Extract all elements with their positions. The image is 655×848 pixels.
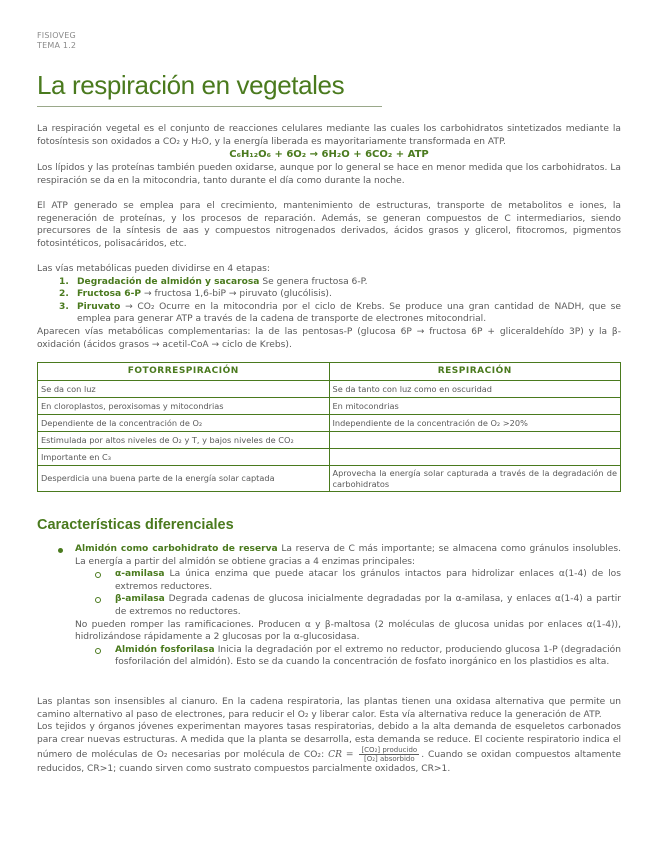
features-section [37, 543, 621, 669]
topic-label: TEMA 1.2 [37, 41, 77, 50]
intro-paragraph-2: Los lípidos y las proteínas también pueden oxidarse, aunque por lo general se hace en menor medida que los carbohidratos. La respiración se da en la mitocondria, tanto durante el día como durante la noche. [37, 163, 621, 186]
table-row [38, 381, 621, 398]
table-cell: Se da con luz [38, 381, 330, 398]
formula-lhs: CR = [328, 750, 354, 761]
circle-bullet-icon [95, 572, 101, 578]
table-row [38, 466, 621, 492]
table-cell: En mitocondrias [329, 398, 621, 415]
respiratory-quotient-paragraph: Los tejidos y órganos jóvenes experimentan mayores tasas respiratorias, debido a la alta demanda de esqueletos carbonados para crear nuevas estructuras. A medida que la planta se desarrolla, esta demanda se reduce. El cociente respiratorio indica el número de moléculas de O₂ necesarias por molécula de CO₂: CR = $\frac{\text{[CO₂] producido}}{\text{[O₂] absorbido}}$ . Cuando se oxidan compuestos altamente reducidos, CR>1; cuando sirven como sustrato compuestos parcialmente oxidados, CR>1. [37, 722, 621, 775]
stages-intro: Las vías metabólicas pueden dividirse en 4 etapas: [37, 263, 270, 274]
comparison-table [37, 362, 621, 492]
table-cell: Estimulada por altos niveles de O₂ y T, y bajos niveles de CO₂ [38, 432, 330, 449]
table-cell: Desperdicia una buena parte de la energía solar captada [38, 466, 330, 492]
intro-paragraph-1: La respiración vegetal es el conjunto de reacciones celulares mediante las cuales los carbohidratos sintetizados mediante la fotosíntesis son oxidados a CO₂ y H₂O, y la energía liberada es mayoritariamente transformada en ATP. [37, 124, 621, 147]
rq-formula: $\frac{\text{[CO₂] producido}}{\text{[O₂] absorbido}}$ [361, 746, 418, 764]
table-cell: Se da tanto con luz como en oscuridad [329, 381, 621, 398]
table-row [38, 415, 621, 432]
table-cell: Importante en C₃ [38, 449, 330, 466]
bullet-icon [58, 548, 63, 553]
circle-bullet-icon [95, 648, 101, 654]
table-row [38, 449, 621, 466]
list-item: 2. Fructosa 6-P → fructosa 1,6-biP → piruvato (glucólisis). [59, 289, 332, 300]
list-item: Almidón fosforilasa Inicia la degradación por el extremo no reductor, produciendo glucosa 1-P (degradación fosforilación del almidón). Esto se da cuando la concentración de fosfato inorgánico en los plastidios es alta. [37, 644, 621, 669]
table-cell: En cloroplastos, peroxisomas y mitocondrias [38, 398, 330, 415]
course-code: FISIOVEG [37, 31, 76, 40]
intro-section [37, 123, 621, 351]
complementary-pathways: Aparecen vías metabólicas complementarias: la de las pentosas-P (glucosa 6P → fructosa 6P + gliceraldehído 3P) y la β-oxidación (ácidos grasos → acetil-CoA → ciclo de Krebs). [37, 326, 621, 350]
course-header [37, 31, 76, 51]
table-cell: Independiente de la concentración de O₂ >20% [329, 415, 621, 432]
cyanide-paragraph: Las plantas son insensibles al cianuro. En la cadena respiratoria, las plantas tienen una oxidasa alternativa que permite un camino alternativo al paso de electrones, para reducir el O₂ y liberar calor. Esta vía alternativa reduce la generación de ATP. [37, 697, 621, 720]
list-item: 1. Degradación de almidón y sacarosa Se genera fructosa 6-P. [59, 276, 368, 287]
list-item: Almidón como carbohidrato de reserva La reserva de C más importante; se almacena como gránulos insolubles. La energía a partir del almidón se obtiene gracias a 4 enzimas principales: [37, 543, 621, 568]
table-header-row [38, 363, 621, 381]
closing-section [37, 696, 621, 776]
ramifications-note: No pueden romper las ramificaciones. Producen α y β-maltosa (2 moléculas de glucosa unidas por enlaces α(1-4)), hidrolizándose rápidamente a 2 glucosas por la α-glucosidasa. [75, 619, 621, 643]
page-title: La respiración en vegetales [37, 70, 345, 100]
section-heading: Características diferenciales [37, 517, 234, 533]
table-row [38, 432, 621, 449]
list-item: β-amilasa Degrada cadenas de glucosa inicialmente degradadas por la α-amilasa, y enlaces α(1-4) a partir de extremos no reductores. [37, 593, 621, 618]
list-item: 3. Piruvato → CO₂ Ocurre en la mitocondria por el ciclo de Krebs. Se produce una gran cantidad de NADH, que se emplea para generar ATP a través de la cadena de transporte de electrones mitocondrial. [59, 301, 621, 325]
stages-list [37, 276, 621, 326]
list-item: α-amilasa La única enzima que puede atacar los gránulos intactos para hidrolizar enlaces α(1-4) de los extremos reductores. [37, 568, 621, 593]
intro-paragraph-3: El ATP generado se emplea para el crecimiento, mantenimiento de estructuras, transporte de metabolitos e iones, la regeneración de proteínas, y los procesos de reparación. Además, se generan compuestos de C intermediarios, siendo precursores de la síntesis de aas y compuestos nitrogenados derivados, ácidos grasos y glicerol, fitocromos, pigmentos fotosintéticos, polisacáridos, etc. [37, 200, 621, 249]
table-cell: Dependiente de la concentración de O₂ [38, 415, 330, 432]
respiration-equation: C₆H₁₂O₆ + 6O₂ → 6H₂O + 6CO₂ + ATP [229, 149, 429, 161]
table-row [38, 398, 621, 415]
table-cell [329, 432, 621, 449]
circle-bullet-icon [95, 597, 101, 603]
table-cell: Aprovecha la energía solar capturada a través de la degradación de carbohidratos [329, 466, 621, 492]
table-cell [329, 449, 621, 466]
column-header-photorespiration: FOTORRESPIRACIÓN [38, 363, 330, 381]
column-header-respiration: RESPIRACIÓN [329, 363, 621, 381]
title-divider [37, 106, 382, 107]
